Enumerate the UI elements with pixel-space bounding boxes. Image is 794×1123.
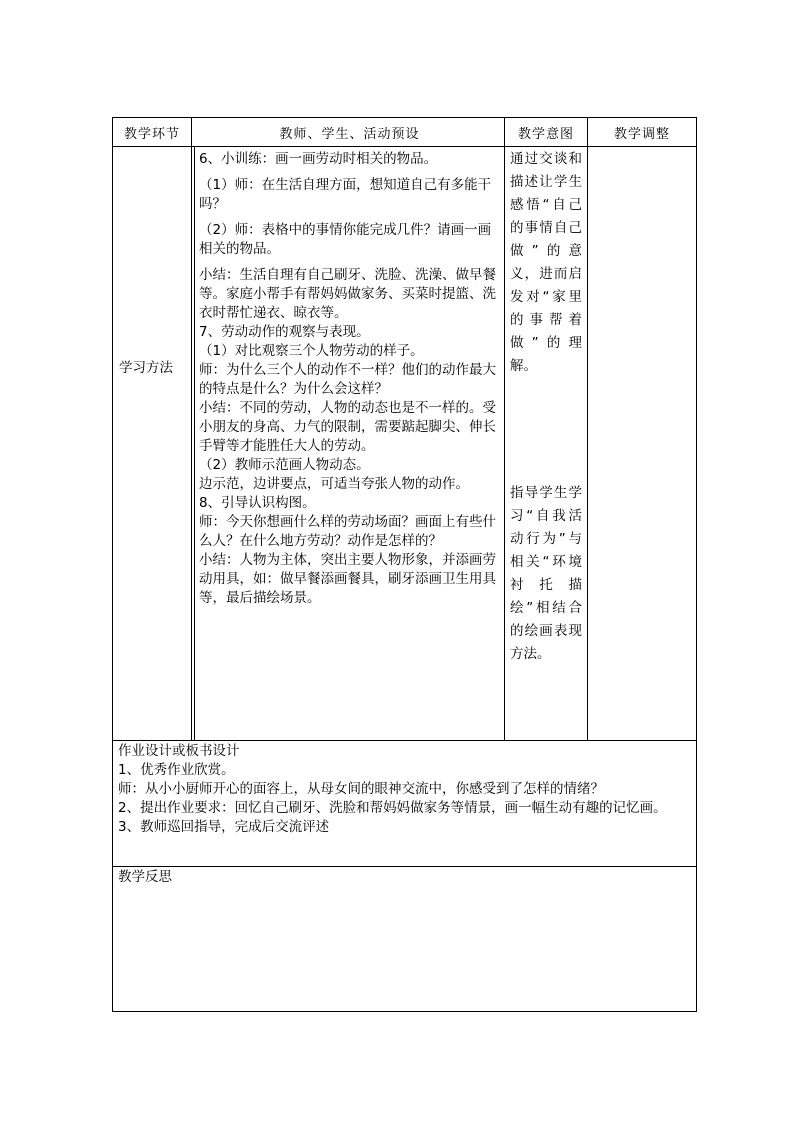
activity-content — [199, 150, 499, 608]
section-label-learning-method: 学习方法 — [119, 360, 173, 376]
activity-paragraph: 小结：人物为主体，突出主要人物形象，并添画劳动用具，如：做早餐添画餐具，刷牙添画卫生用具等，最后描绘场景。 — [199, 552, 496, 606]
intent-text-2: 指导学生学习“自我活动行为”与相关“环境衬托描绘”相结合的绘画表现方法。 — [510, 485, 582, 662]
homework-line: 1、优秀作业欣赏。 — [118, 762, 235, 778]
activity-paragraph: （2）教师示范画人物动态。 — [199, 457, 370, 473]
activity-paragraph: 8、引导认识构图。 — [199, 495, 316, 511]
table-border-bottom — [112, 1011, 697, 1012]
column-divider-1 — [191, 117, 192, 740]
activity-paragraph: 7、劳动动作的观察与表现。 — [199, 324, 370, 340]
homework-line: 师：从小小厨师开心的面容上，从母女间的眼神交流中，你感受到了怎样的情绪？ — [118, 781, 604, 797]
homework-row-divider — [112, 866, 697, 867]
table-border-right — [696, 117, 697, 1012]
homework-title: 作业设计或板书设计 — [118, 743, 240, 759]
activity-paragraph: （2）师：表格中的事情你能完成几件？请画一画相关的物品。 — [199, 222, 492, 257]
homework-line: 3、教师巡回指导，完成后交流评述 — [118, 819, 330, 835]
activity-paragraph: 边示范，边讲要点，可适当夸张人物的动作。 — [199, 476, 469, 492]
activity-paragraph: （1）师：在生活自理方面，想知道自己有多能干吗？ — [199, 177, 492, 212]
activity-paragraph: 小结：生活自理有自己刷牙、洗脸、洗澡、做早餐等。家庭小帮手有帮妈妈做家务、买菜时提篮、洗衣时帮忙递衣、晾衣等。 — [199, 267, 496, 321]
column-divider-2 — [504, 117, 505, 740]
activity-paragraph: 6、小训练：画一画劳动时相关的物品。 — [199, 151, 438, 167]
activity-paragraph: （1）对比观察三个人物劳动的样子。 — [199, 343, 424, 359]
intent-text-1: 通过交谈和描述让学生感悟“自己的事情自己做”的意义，进而启发对“家里的事帮着做”的理解。 — [510, 151, 582, 374]
homework-section — [118, 742, 692, 837]
activity-paragraph: 师：今天你想画什么样的劳动场面？画面上有些什么人？在什么地方劳动？动作是怎样的？ — [199, 514, 496, 549]
header-adjustment: 教学调整 — [613, 126, 670, 142]
activity-paragraph: 师：为什么三个人的动作不一样？他们的动作最大的特点是什么？为什么会这样？ — [199, 362, 496, 397]
adjustment-cell — [588, 147, 696, 740]
header-teaching-phase: 教学环节 — [123, 126, 180, 142]
column-divider-1-inner — [194, 146, 195, 740]
homework-line: 2、提出作业要求：回忆自己刷牙、洗脸和帮妈妈做家务等情景，画一幅生动有趣的记忆画。 — [118, 800, 667, 816]
table-border-left — [112, 117, 113, 1012]
header-activities: 教师、学生、活动预设 — [279, 126, 420, 142]
header-intent: 教学意图 — [517, 126, 574, 142]
reflection-title: 教学反思 — [118, 869, 172, 885]
body-row-divider — [112, 740, 697, 741]
activity-paragraph: 小结：不同的劳动，人物的动态也是不一样的。受小朋友的身高、力气的限制，需要踮起脚尖、伸长手臂等才能胜任大人的劳动。 — [199, 400, 496, 454]
